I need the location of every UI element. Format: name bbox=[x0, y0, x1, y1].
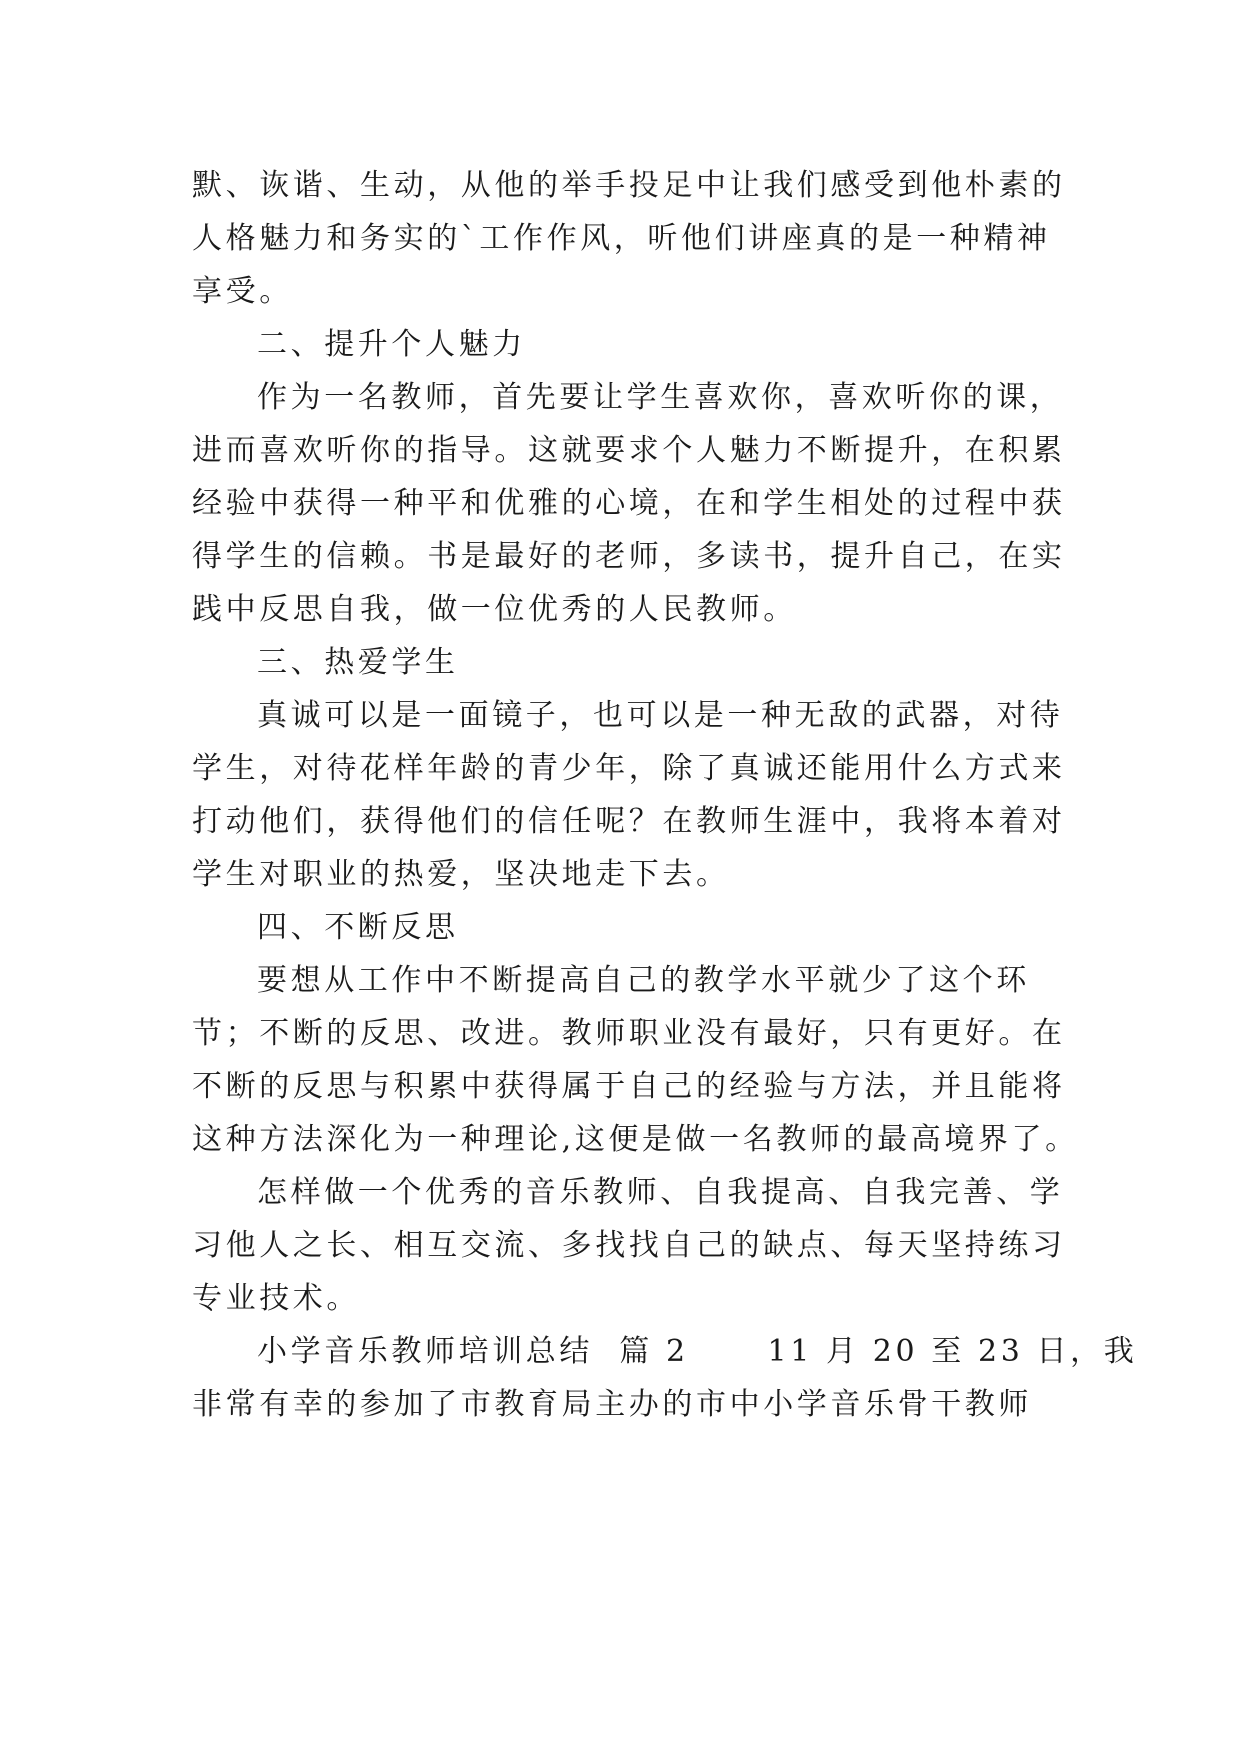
paragraph-line: 节；不断的反思、改进。教师职业没有最好，只有更好。在 bbox=[192, 1016, 1066, 1051]
paragraph-line: 非常有幸的参加了市教育局主办的市中小学音乐骨干教师 bbox=[192, 1387, 1032, 1422]
section-heading: 二、提升个人魅力 bbox=[257, 327, 526, 362]
paragraph-line: 享受。 bbox=[192, 274, 293, 309]
article-heading-line: 小学音乐教师培训总结 篇 2 11 月 20 至 23 日，我 bbox=[257, 1334, 1138, 1369]
paragraph-line: 真诚可以是一面镜子，也可以是一种无敌的武器，对待 bbox=[257, 698, 1064, 733]
paragraph-line: 经验中获得一种平和优雅的心境，在和学生相处的过程中获 bbox=[192, 486, 1066, 521]
paragraph-line: 践中反思自我，做一位优秀的人民教师。 bbox=[192, 592, 797, 627]
paragraph-line: 学生对职业的热爱，坚决地走下去。 bbox=[192, 857, 730, 892]
paragraph-line: 这种方法深化为一种理论,这便是做一名教师的最高境界了。 bbox=[192, 1122, 1079, 1157]
paragraph-line: 专业技术。 bbox=[192, 1281, 360, 1316]
paragraph-line: 不断的反思与积累中获得属于自己的经验与方法，并且能将 bbox=[192, 1069, 1066, 1104]
paragraph-line: 要想从工作中不断提高自己的教学水平就少了这个环 bbox=[257, 963, 1030, 998]
paragraph-line: 学生，对待花样年龄的青少年，除了真诚还能用什么方式来 bbox=[192, 751, 1066, 786]
section-heading: 三、热爱学生 bbox=[257, 645, 459, 680]
paragraph-line: 得学生的信赖。书是最好的老师，多读书，提升自己，在实 bbox=[192, 539, 1066, 574]
paragraph-line: 进而喜欢听你的指导。这就要求个人魅力不断提升，在积累 bbox=[192, 433, 1066, 468]
paragraph-line: 人格魅力和务实的`工作作风，听他们讲座真的是一种精神 bbox=[192, 221, 1051, 256]
paragraph-line: 习他人之长、相互交流、多找找自己的缺点、每天坚持练习 bbox=[192, 1228, 1066, 1263]
section-heading: 四、不断反思 bbox=[257, 910, 459, 945]
paragraph-line: 作为一名教师，首先要让学生喜欢你，喜欢听你的课， bbox=[257, 380, 1064, 415]
paragraph-line: 默、诙谐、生动，从他的举手投足中让我们感受到他朴素的 bbox=[192, 168, 1066, 203]
paragraph-line: 怎样做一个优秀的音乐教师、自我提高、自我完善、学 bbox=[257, 1175, 1064, 1210]
paragraph-line: 打动他们，获得他们的信任呢？在教师生涯中，我将本着对 bbox=[192, 804, 1066, 839]
